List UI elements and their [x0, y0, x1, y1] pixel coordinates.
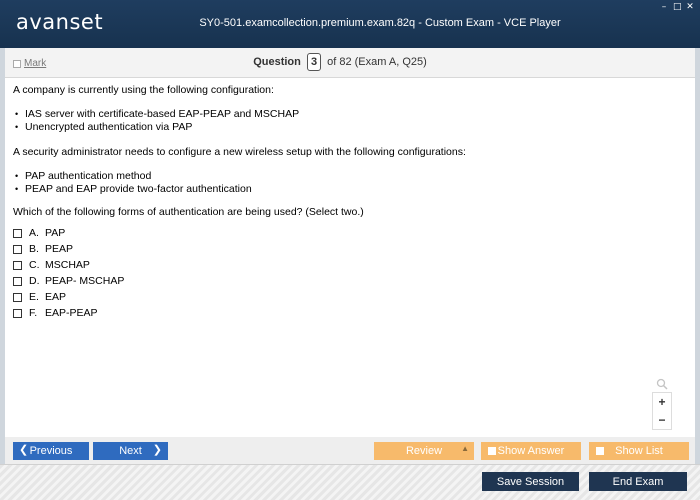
answer-text: MSCHAP — [45, 258, 90, 271]
answer-letter: A. — [29, 226, 39, 239]
zoom-in-button[interactable]: + — [658, 395, 666, 409]
mark-label[interactable]: Mark — [24, 58, 47, 69]
checkbox-icon[interactable] — [13, 309, 22, 318]
window-controls — [660, 2, 694, 12]
show-answer-button[interactable] — [481, 442, 581, 460]
navigation-bar — [5, 437, 695, 464]
footer-bar — [0, 464, 700, 500]
close-icon[interactable]: ✕ — [686, 2, 694, 12]
review-label: Review — [405, 445, 443, 457]
answer-text: PEAP — [45, 242, 74, 255]
answer-option-c[interactable] — [13, 257, 124, 273]
question-intro: A company is currently using the following configuration: — [13, 84, 274, 96]
show-list-label: Show List — [615, 445, 663, 457]
requirement-list — [13, 170, 252, 196]
chevron-right-icon: ❯ — [152, 444, 162, 456]
answer-text: PEAP- MSCHAP — [45, 274, 125, 287]
answer-option-f[interactable] — [13, 305, 124, 321]
answer-letter: B. — [29, 242, 39, 255]
app-logo: avanset — [16, 10, 104, 34]
question-prompt: Which of the following forms of authentication are being used? (Select two.) — [13, 206, 364, 218]
search-icon[interactable] — [656, 378, 668, 393]
maximize-icon[interactable]: □ — [673, 2, 682, 12]
question-label: Question — [253, 56, 301, 68]
question-header — [5, 48, 695, 78]
question-requirement: A security administrator needs to configure a new wireless setup with the following configurations: — [13, 146, 466, 158]
answer-text: EAP-PEAP — [45, 306, 98, 319]
show-list-button[interactable] — [589, 442, 689, 460]
answer-options — [13, 225, 124, 321]
answer-text: EAP — [45, 290, 67, 303]
list-item: • PAP authentication method — [13, 170, 252, 183]
zoom-out-button[interactable]: − — [658, 413, 666, 427]
question-suffix: of 82 (Exam A, Q25) — [327, 56, 427, 68]
answer-letter: D. — [29, 274, 40, 287]
minimize-icon[interactable]: – — [661, 2, 667, 12]
frame-border-left — [0, 48, 5, 500]
answer-option-e[interactable] — [13, 289, 124, 305]
triangle-up-icon: ▲ — [461, 444, 469, 453]
checkbox-icon[interactable] — [13, 245, 22, 254]
checkbox-icon — [488, 447, 496, 455]
list-item: • Unencrypted authentication via PAP — [13, 121, 299, 134]
answer-letter: C. — [29, 258, 40, 271]
answer-option-d[interactable] — [13, 273, 124, 289]
save-session-button[interactable]: Save Session — [482, 472, 579, 491]
question-number-input[interactable]: 3 — [307, 53, 321, 71]
checkbox-icon[interactable] — [13, 277, 22, 286]
previous-button[interactable] — [13, 442, 89, 460]
list-item: • PEAP and EAP provide two-factor authentication — [13, 183, 252, 196]
checkbox-icon[interactable] — [13, 261, 22, 270]
chevron-left-icon: ❮ — [19, 444, 29, 456]
checkbox-icon[interactable] — [13, 293, 22, 302]
answer-letter: F. — [29, 306, 38, 319]
next-label: Next — [119, 445, 142, 457]
answer-option-a[interactable] — [13, 225, 124, 241]
zoom-controls — [652, 392, 672, 430]
list-item: • IAS server with certificate-based EAP-PEAP and MSCHAP — [13, 108, 299, 121]
answer-text: PAP — [45, 226, 66, 239]
config-list — [13, 108, 299, 134]
previous-label: Previous — [29, 445, 73, 457]
show-answer-label: Show Answer — [497, 445, 565, 457]
window-title: SY0-501.examcollection.premium.exam.82q - Custom Exam - VCE Player — [199, 17, 561, 29]
answer-letter: E. — [29, 290, 39, 303]
end-exam-button[interactable]: End Exam — [589, 472, 687, 491]
title-bar — [0, 0, 700, 48]
review-button[interactable] — [374, 442, 474, 460]
frame-border-right — [695, 48, 700, 500]
next-button[interactable] — [93, 442, 168, 460]
answer-option-b[interactable] — [13, 241, 124, 257]
question-counter — [5, 53, 695, 71]
checkbox-icon[interactable] — [13, 229, 22, 238]
checkbox-icon — [596, 447, 604, 455]
